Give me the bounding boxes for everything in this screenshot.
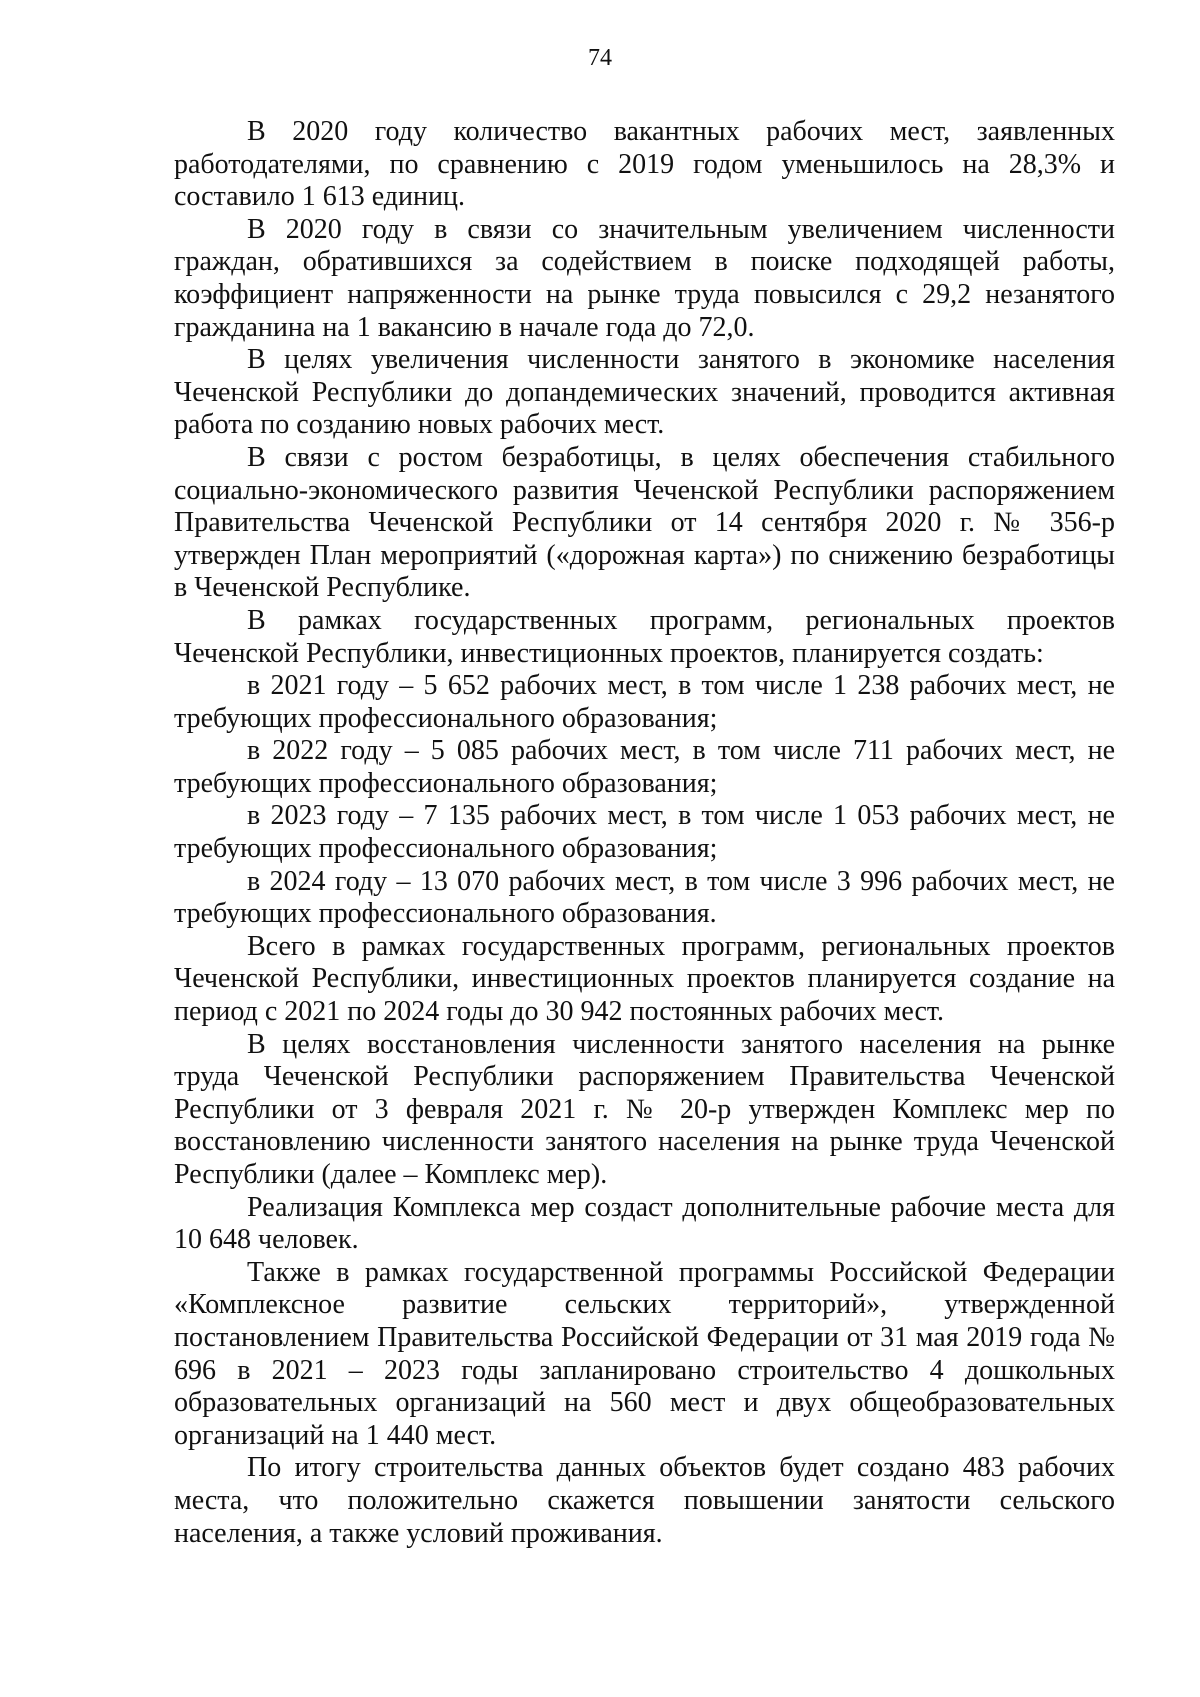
- paragraph-tension-coefficient: В 2020 году в связи со значительным увеличением численности граждан, обратившихся за содействием в поиске подходящей работы, коэффициент напряженности на рынке труда повысился с 29,2 незанятого гражданина на 1 вакансию в начале года до 72,0.: [174, 213, 1115, 343]
- paragraph-rural-program: Также в рамках государственной программы Российской Федерации «Комплексное развитие сельских территорий», утвержденной постановлением Правительства Российской Федерации от 31 мая 2019 года № 696 в 2021 – 2023 годы запланировано строительство 4 дошкольных образовательных организаций на 560 мест и двух общеобразовательных организаций на 1 440 мест.: [174, 1256, 1115, 1451]
- body-text: [174, 116, 1115, 1550]
- paragraph-roadmap: В связи с ростом безработицы, в целях обеспечения стабильного социально-экономического развития Чеченской Республики распоряжением Правительства Чеченской Республики от 14 сентября 2020 г. № 356-р утвержден План мероприятий («дорожная карта») по снижению безработицы в Чеченской Республике.: [174, 441, 1115, 604]
- paragraph-jobs-2022: в 2022 году – 5 085 рабочих мест, в том числе 711 рабочих мест, не требующих профессионального образования;: [174, 735, 1115, 799]
- paragraph-jobs-2024: в 2024 году – 13 070 рабочих мест, в том числе 3 996 рабочих мест, не требующих профессионального образования.: [174, 865, 1115, 930]
- paragraph-employment-goal: В целях увеличения численности занятого в экономике населения Чеченской Республики до допандемических значений, проводится активная работа по созданию новых рабочих мест.: [174, 344, 1115, 441]
- page-number: 74: [588, 45, 612, 71]
- paragraph-vacancies-2020: В 2020 году количество вакантных рабочих мест, заявленных работодателями, по сравнению с 2019 годом уменьшилось на 28,3% и составило 1 613 единиц.: [174, 116, 1115, 213]
- paragraph-construction-result: По итогу строительства данных объектов будет создано 483 рабочих места, что положительно скажется повышении занятости сельского населения, а также условий проживания.: [174, 1452, 1115, 1549]
- paragraph-jobs-2023: в 2023 году – 7 135 рабочих мест, в том числе 1 053 рабочих мест, не требующих профессионального образования;: [174, 800, 1115, 865]
- paragraph-measures-complex: В целях восстановления численности занятого населения на рынке труда Чеченской Республики распоряжением Правительства Чеченской Республики от 3 февраля 2021 г. № 20-р утвержден Комплекс мер по восстановлению численности занятого населения на рынке труда Чеченской Республики (далее – Комплекс мер).: [174, 1028, 1115, 1190]
- paragraph-measures-result: Реализация Комплекса мер создаст дополнительные рабочие места для 10 648 человек.: [174, 1191, 1115, 1256]
- paragraph-planned-intro: В рамках государственных программ, региональных проектов Чеченской Республики, инвестиционных проектов, планируется создать:: [174, 604, 1115, 669]
- paragraph-jobs-total: Всего в рамках государственных программ, региональных проектов Чеченской Республики, инвестиционных проектов планируется создание на период с 2021 по 2024 годы до 30 942 постоянных рабочих мест.: [174, 930, 1115, 1028]
- paragraph-jobs-2021: в 2021 году – 5 652 рабочих мест, в том числе 1 238 рабочих мест, не требующих профессионального образования;: [174, 670, 1115, 734]
